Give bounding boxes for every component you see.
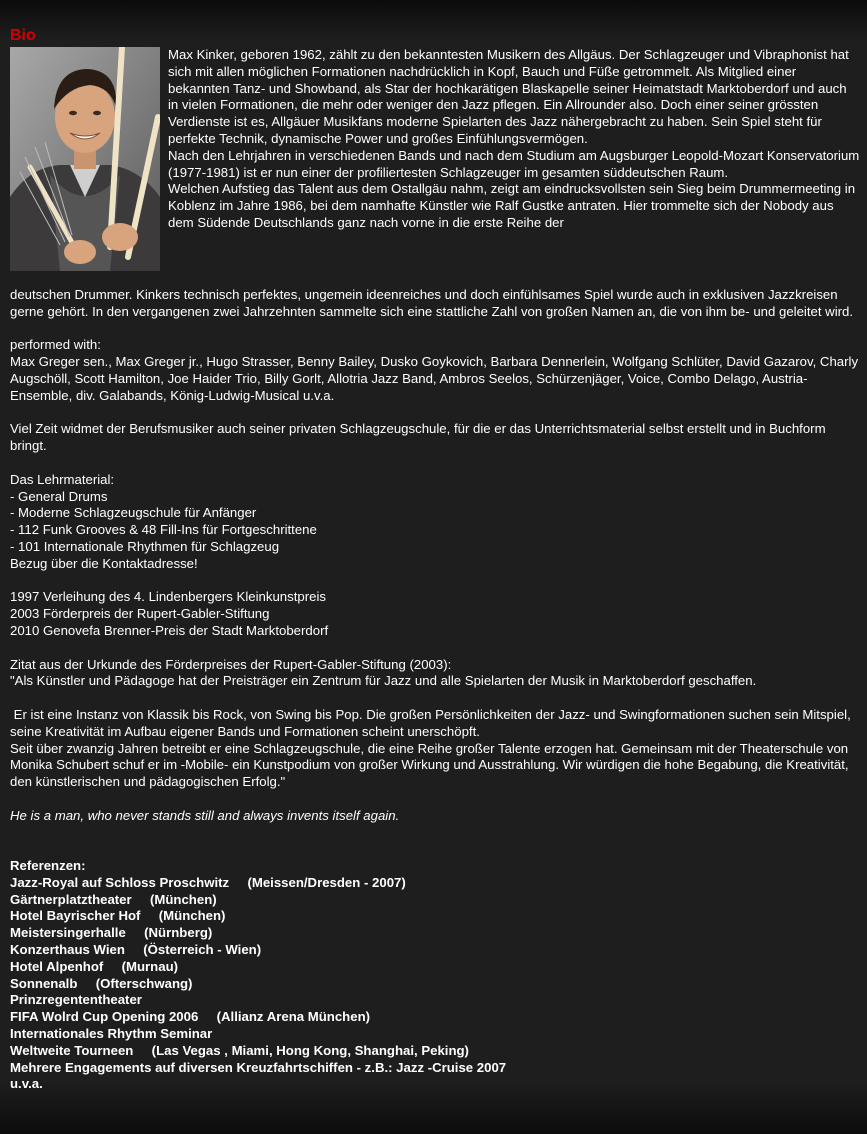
- references-list: [10, 875, 860, 1093]
- reference-name: Prinzregententheater: [10, 992, 142, 1008]
- reference-place: (Nürnberg): [144, 925, 213, 941]
- performed-label: performed with:: [10, 337, 101, 353]
- performed-block: [10, 337, 860, 404]
- reference-name: Mehrere Engagements auf diversen Kreuzfahrtschiffen - z.B.: Jazz -Cruise 2007: [10, 1059, 507, 1075]
- school-block: [10, 421, 860, 455]
- material-note: Bezug über die Kontaktadresse!: [10, 555, 198, 571]
- reference-name: FIFA Wolrd Cup Opening 2006: [10, 1009, 199, 1025]
- award-item: 1997 Verleihung des 4. Lindenbergers Kleinkunstpreis: [10, 589, 326, 605]
- intro-paragraph-3: Welchen Aufstieg das Talent aus dem Ostallgäu nahm, zeigt am eindrucksvollsten sein Sieg beim Drummermeeting in Koblenz im Jahre 1986, bei dem namhafte Künstler wie Ralf Gustke antraten. Hier trommelte sich der Nobody aus dem Südende Deutschlands ganz nach vorne in die erste Reihe der: [168, 181, 856, 230]
- intro-paragraph-2: Nach den Lehrjahren in verschiedenen Bands und nach dem Studium am Augsburger Leopold-Mozart Konservatorium (1977-1981) ist er nun einer der profiliertesten Schlagzeuger im gesamten süddeutschen Raum.: [168, 147, 860, 180]
- continuation-block: [10, 287, 860, 321]
- award-item: 2003 Förderpreis der Rupert-Gabler-Stiftung: [10, 606, 270, 622]
- quote-paragraph-1: "Als Künstler und Pädagoge hat der Preisträger ein Zentrum für Jazz und alle Spielarten der Musik in Marktoberdorf geschaffen.: [10, 673, 757, 689]
- material-block: [10, 472, 860, 573]
- reference-item: [10, 1060, 860, 1077]
- material-item: - 112 Funk Grooves & 48 Fill-Ins für Fortgeschrittene: [10, 522, 317, 538]
- references-block: [10, 858, 860, 1093]
- reference-item: [10, 908, 860, 925]
- reference-item: [10, 976, 860, 993]
- reference-name: Hotel Alpenhof: [10, 958, 104, 974]
- reference-place: (München): [158, 908, 226, 924]
- reference-name: Internationales Rhythm Seminar: [10, 1026, 213, 1042]
- english-quote-block: [10, 808, 860, 825]
- reference-place: (Murnau): [121, 958, 179, 974]
- bio-title: Bio: [10, 27, 36, 44]
- reference-item: [10, 992, 860, 1009]
- english-quote: He is a man, who never stands still and always invents itself again.: [10, 807, 400, 823]
- reference-item: [10, 959, 860, 976]
- reference-item: [10, 1043, 860, 1060]
- reference-name: Hotel Bayrischer Hof: [10, 908, 141, 924]
- continuation-text: deutschen Drummer. Kinkers technisch perfektes, ungemein ideenreiches und doch einfühlsames Spiel wurde auch in exklusiven Jazzkreisen gerne gehört. In den vergangenen zwei Jahrzehnten sammelte sich eine stattliche Zahl von großen Namen an, die von ihm be- und geleitet wird.: [10, 287, 854, 319]
- reference-name: Meistersingerhalle: [10, 925, 126, 941]
- awards-block: [10, 589, 860, 639]
- reference-place: (München): [149, 891, 217, 907]
- drummer-portrait-icon: [10, 47, 160, 271]
- material-item: - General Drums: [10, 488, 108, 504]
- material-item: - 101 Internationale Rhythmen für Schlagzeug: [10, 538, 280, 554]
- reference-name: Konzerthaus Wien: [10, 942, 125, 958]
- reference-item: [10, 942, 860, 959]
- school-text: Viel Zeit widmet der Berufsmusiker auch seiner privaten Schlagzeugschule, für die er das Unterrichtsmaterial selbst erstellt und in Buchform bringt.: [10, 421, 826, 454]
- reference-item: [10, 925, 860, 942]
- reference-item: [10, 1076, 860, 1093]
- reference-place: (Las Vegas , Miami, Hong Kong, Shanghai, Peking): [151, 1042, 469, 1058]
- quote-paragraph-2: Er ist eine Instanz von Klassik bis Rock, von Swing bis Pop. Die großen Persönlichkeiten der Jazz- und Swingformationen suchen sein Mitspiel, seine Kreativität im Aufbau eigener Bands und Formationen scheint unerschöpft.: [10, 706, 855, 739]
- material-item: - Moderne Schlagzeugschule für Anfänger: [10, 505, 257, 521]
- material-label: Das Lehrmaterial:: [10, 471, 115, 487]
- portrait-image: [10, 47, 160, 271]
- intro-paragraph-1: Max Kinker, geboren 1962, zählt zu den bekanntesten Musikern des Allgäus. Der Schlagzeuger und Vibraphonist hat sich mit allen möglichen Formationen nachdrücklich in Kopf, Bauch und Füße getrommelt. Als Mitglied einer bekannten Tanz- und Showband, als Star der hochkarätigen Blaskapelle seiner Heimatstadt Marktoberdorf und auch in vielen Formationen, die mehr oder weniger den Jazz pflegen. Ein Allrounder also. Doch einer seiner grössten Verdienste ist es, Allgäuer Musikfans moderne Spielarten des Jazz nähergebracht zu haben. Sein Spiel steht für perfekte Technik, dynamische Power und großes Einfühlungsvermögen.: [168, 47, 849, 146]
- reference-item: [10, 892, 860, 909]
- award-item: 2010 Genovefa Brenner-Preis der Stadt Marktoberdorf: [10, 622, 329, 638]
- reference-name: u.v.a.: [10, 1076, 43, 1092]
- reference-item: [10, 1009, 860, 1026]
- reference-name: Gärtnerplatztheater: [10, 891, 132, 907]
- references-label: Referenzen:: [10, 858, 86, 874]
- reference-place: (Meissen/Dresden - 2007): [247, 874, 406, 890]
- reference-name: Sonnenalb: [10, 975, 78, 991]
- bio-content: [10, 47, 860, 1093]
- quote-paragraph-3: Seit über zwanzig Jahren betreibt er eine Schlagzeugschule, die eine Reihe großer Talente erzogen hat. Gemeinsam mit der Theaterschule von Monika Schubert schuf er im -Mobile- ein Kunstpodium von großer Wirkung und Ausstrahlung. Wir würdigen die hohe Begabung, die Kreativität, den künstlerischen und pädagogischen Erfolg.": [10, 740, 849, 790]
- reference-place: (Österreich - Wien): [143, 942, 262, 958]
- reference-name: Weltweite Tourneen: [10, 1042, 134, 1058]
- reference-place: (Ofterschwang): [95, 975, 193, 991]
- reference-name: Jazz-Royal auf Schloss Proschwitz: [10, 874, 230, 890]
- reference-item: [10, 875, 860, 892]
- performed-list: Max Greger sen., Max Greger jr., Hugo Strasser, Benny Bailey, Dusko Goykovich, Barbara Dennerlein, Wolfgang Schlüter, David Gazarov, Charly Augschöll, Scott Hamilton, Joe Haider Trio, Billy Gorlt, Allotria Jazz Band, Ambros Seelos, Schürzenjäger, Voice, Combo Delago, Austria-Ensemble, div. Galabands, König-Ludwig-Musical u.v.a.: [10, 354, 859, 403]
- reference-place: (Allianz Arena München): [216, 1009, 371, 1025]
- quote-label: Zitat aus der Urkunde des Förderpreises der Rupert-Gabler-Stiftung (2003):: [10, 656, 452, 672]
- quote-block: [10, 657, 860, 791]
- reference-item: [10, 1026, 860, 1043]
